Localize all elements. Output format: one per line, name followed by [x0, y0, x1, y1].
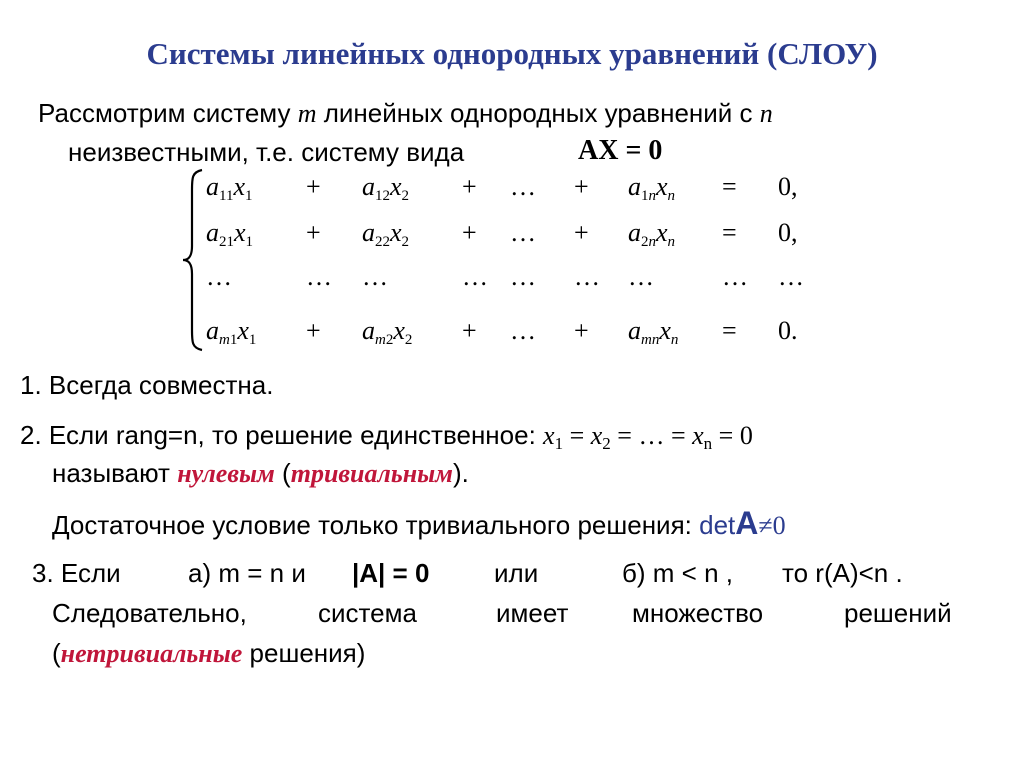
item-3-case-b: б) m < n ,: [622, 558, 733, 588]
ellipsis: …: [206, 262, 232, 291]
term-am2-x2: $a_{m2}x_2$: [362, 316, 413, 348]
det-label: det: [699, 510, 736, 540]
plus-sign: +: [462, 218, 477, 247]
item-1: 1. Всегда совместна.: [20, 370, 274, 400]
item-3-word-2: система: [318, 598, 417, 628]
term-null: нулевым: [177, 459, 275, 488]
x-var-2: x: [590, 421, 603, 450]
term-a2n-xn: $a_{2n}x_n$: [628, 218, 676, 250]
ellipsis: …: [628, 262, 654, 291]
var-n: n: [759, 99, 773, 128]
x-var-n: x: [692, 421, 704, 450]
intro-line-2: [68, 137, 464, 167]
plus-sign: +: [306, 218, 321, 247]
plus-sign: +: [574, 172, 589, 201]
intro-line-1: [38, 98, 773, 129]
item-2-line-3: [52, 505, 786, 541]
intro-text-c: неизвестными, т.е. систему вида: [68, 137, 465, 167]
matrix-equation: AX = 0: [578, 135, 663, 166]
item-3-word-4: множество: [632, 598, 764, 628]
x-sub-n: n: [703, 434, 713, 453]
item-3-word-1: Следовательно,: [52, 598, 247, 628]
equals-1: =: [563, 421, 591, 450]
ellipsis: …: [510, 262, 536, 291]
item-2-line-1: [20, 420, 753, 459]
item-3-word-5: решений: [844, 598, 952, 628]
item-3-line-3: [52, 638, 365, 669]
ellipsis: …: [722, 262, 748, 291]
ellipsis: …: [306, 262, 332, 291]
term-a21-x1: $a_{21}x_1$: [206, 218, 254, 250]
term-nontrivial: нетривиальные: [60, 639, 243, 668]
ellipsis: …: [510, 316, 536, 345]
item-3-or: или: [494, 558, 539, 588]
not-equal-zero: ≠0: [758, 511, 786, 540]
ellipsis: …: [574, 262, 600, 291]
x-sub-2: 2: [602, 434, 611, 453]
paren-open: (: [274, 458, 291, 488]
equals-sign: =: [722, 172, 737, 201]
item-3-word-3: имеет: [496, 598, 569, 628]
x-sub-1: 1: [554, 434, 564, 453]
paren-open-2: (: [52, 638, 61, 668]
term-am1-x1: $a_{m1}x_1$: [206, 316, 257, 348]
term-a22-x2: $a_{22}x_2$: [362, 218, 410, 250]
item-3-det-zero: |A| = 0: [352, 558, 430, 588]
ellipsis: …: [778, 262, 804, 291]
plus-sign: +: [574, 218, 589, 247]
curly-brace-icon: [180, 168, 206, 352]
paren-close: ).: [453, 458, 469, 488]
x-var: x: [543, 421, 555, 450]
term-amn-xn: $a_{mn}x_n$: [628, 316, 679, 348]
plus-sign: +: [306, 316, 321, 345]
rhs-zero: 0,: [778, 172, 798, 201]
rhs-zero: 0,: [778, 218, 798, 247]
intro-text-a: Рассмотрим систему: [38, 98, 298, 128]
item-2-text-b: называют: [52, 458, 178, 488]
plus-sign: +: [574, 316, 589, 345]
plus-sign: +: [462, 316, 477, 345]
slide-title: Системы линейных однородных уравнений (СЛОУ): [146, 36, 878, 71]
item-3-text-end: решения): [242, 638, 366, 668]
equals-sign: =: [722, 218, 737, 247]
equals-sign: =: [722, 316, 737, 345]
plus-sign: +: [306, 172, 321, 201]
term-a12-x2: $a_{12}x_2$: [362, 172, 410, 204]
ellipsis: …: [362, 262, 388, 291]
plus-sign: +: [462, 172, 477, 201]
item-3-label: 3. Если: [32, 558, 121, 588]
equals-2: = … =: [610, 421, 693, 450]
item-2-text: 2. Если rang=n, то решение единственное:: [20, 420, 544, 450]
item-3-case-a: а) m = n и: [188, 558, 306, 588]
rhs-zero: 0.: [778, 316, 798, 345]
term-a1n-xn: $a_{1n}x_n$: [628, 172, 676, 204]
equals-zero: = 0: [712, 421, 753, 450]
ellipsis: …: [510, 218, 536, 247]
term-trivial: тривиальным: [290, 459, 453, 488]
item-3-rank: то r(A)<n .: [782, 558, 903, 588]
var-m: m: [297, 99, 317, 128]
term-a11-x1: $a_{11}x_1$: [206, 172, 253, 204]
ellipsis: …: [510, 172, 536, 201]
item-2-text-c: Достаточное условие только тривиального решения:: [52, 510, 700, 540]
item-2-line-2: [52, 458, 469, 489]
intro-text-b: линейных однородных уравнений с: [316, 98, 760, 128]
det-matrix: A: [735, 505, 759, 541]
ellipsis: …: [462, 262, 488, 291]
